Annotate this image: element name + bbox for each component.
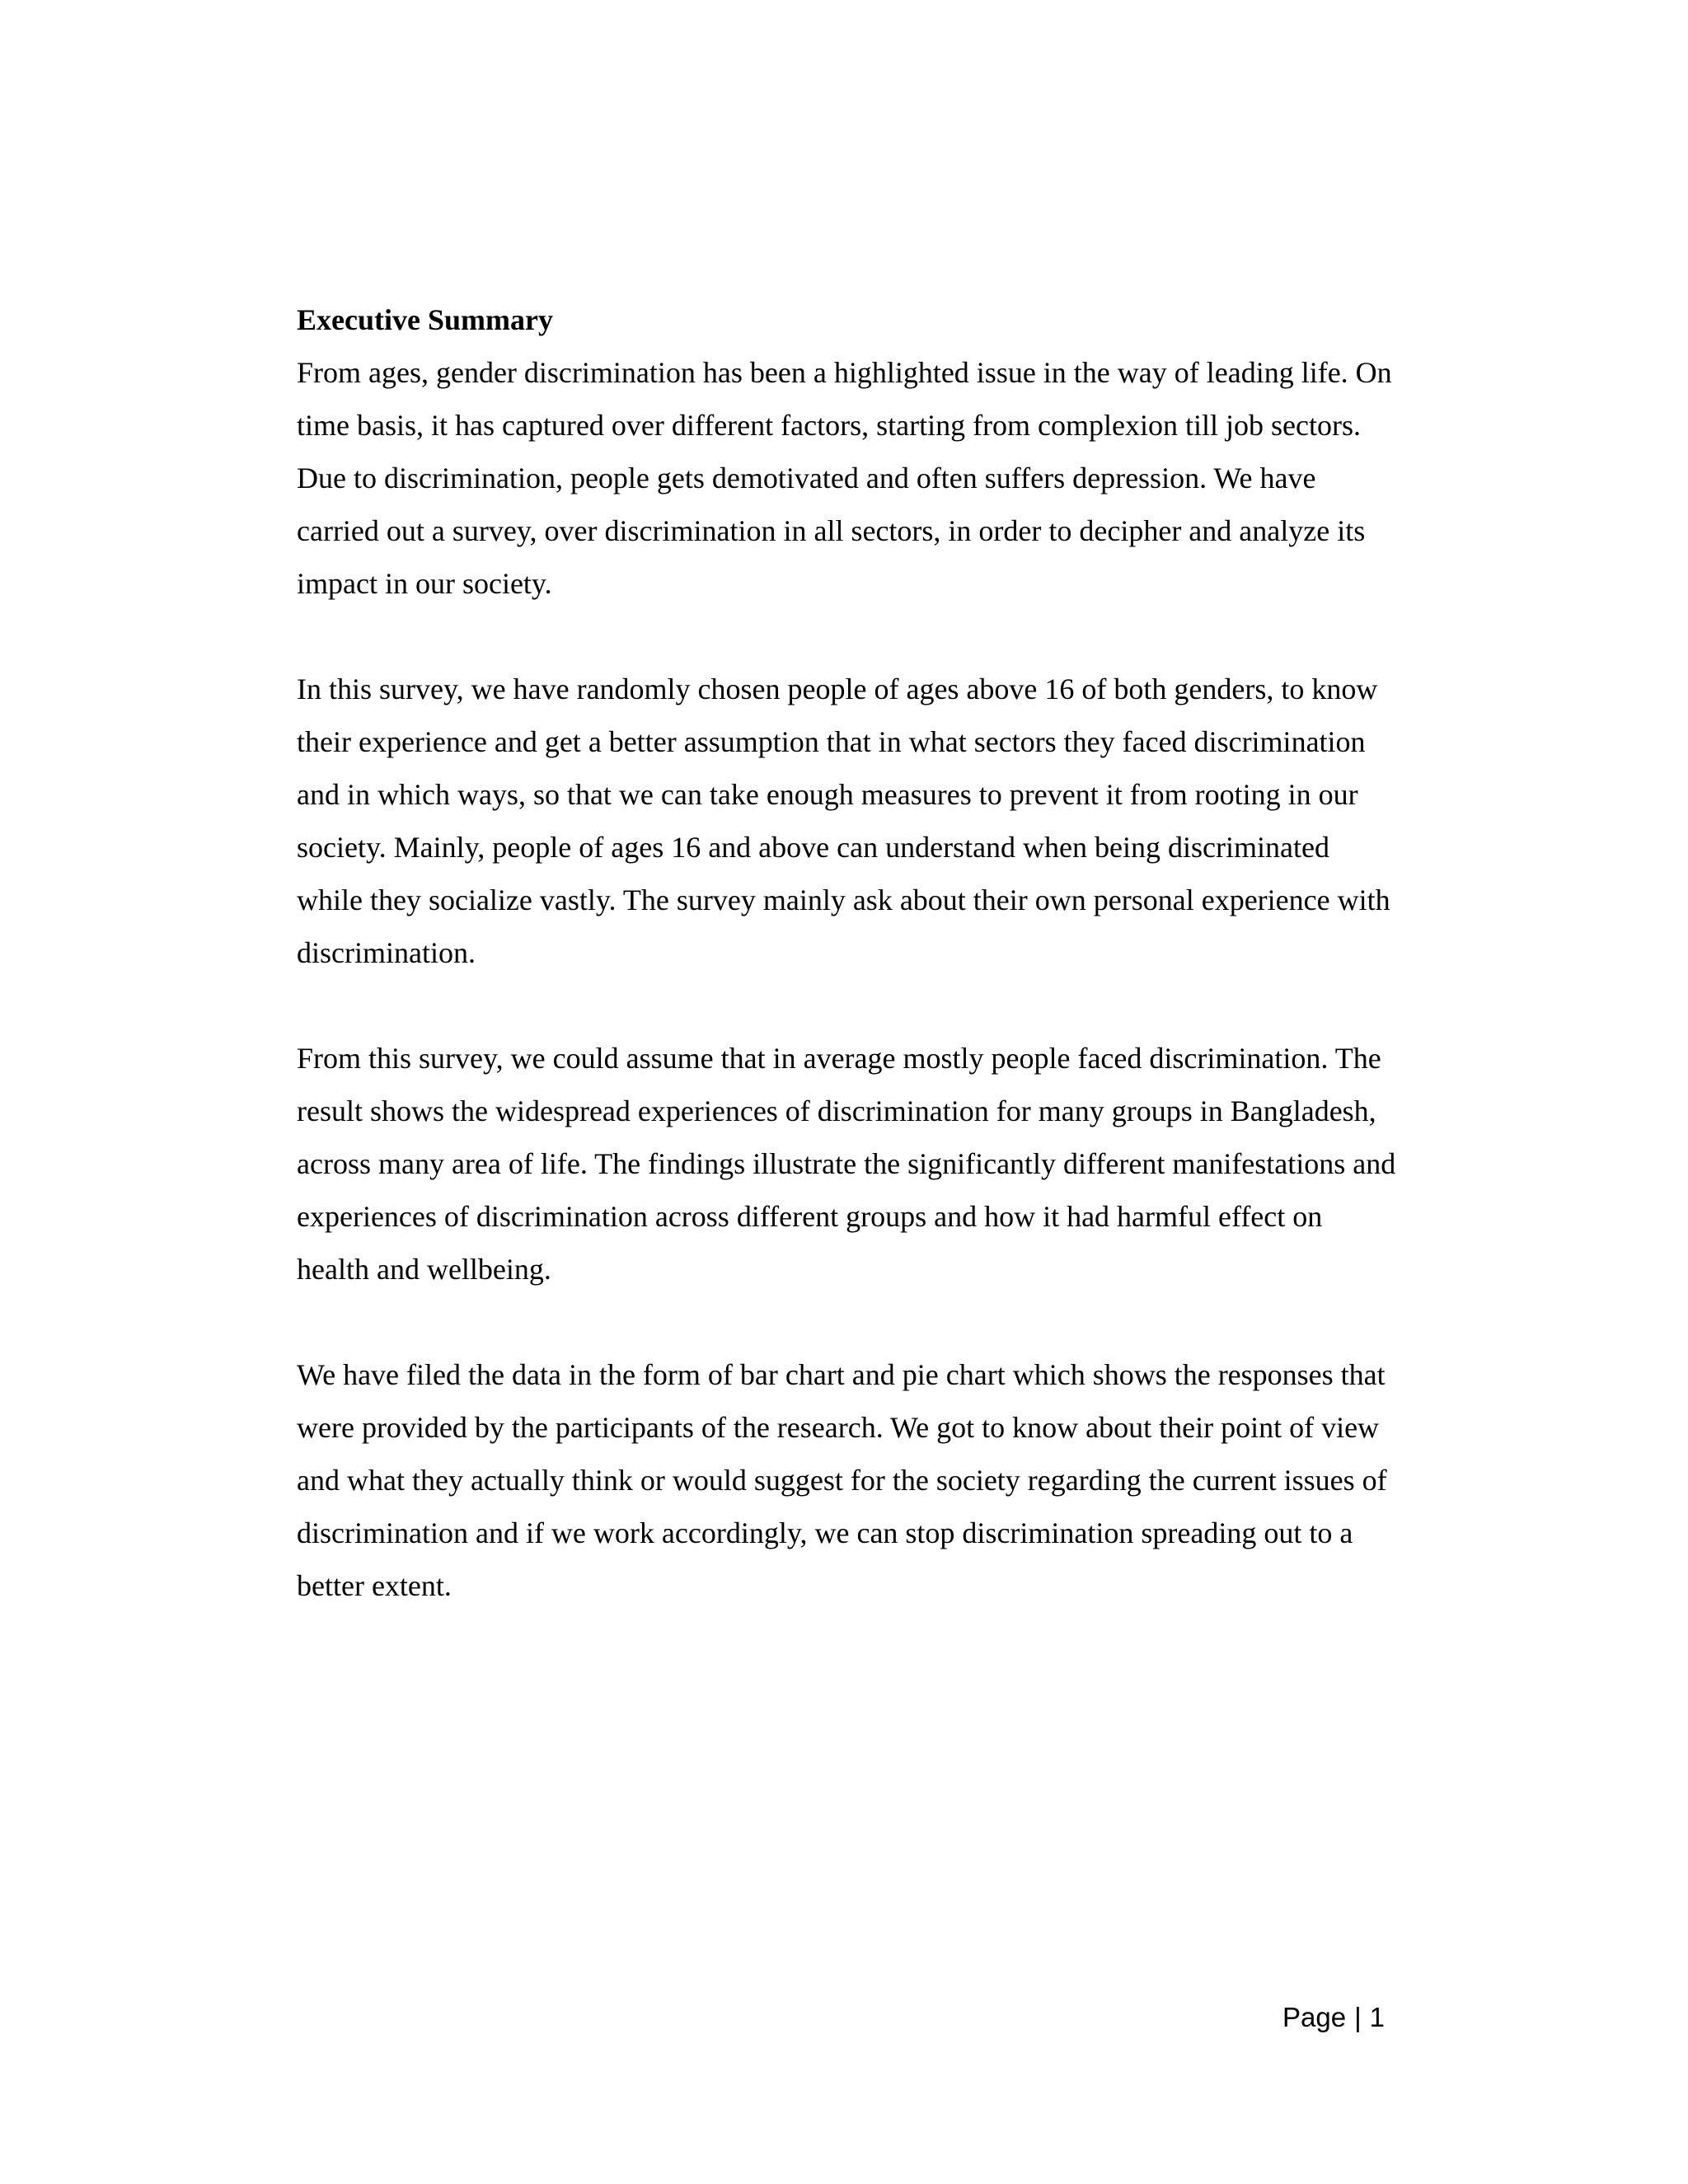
paragraph-1: From ages, gender discrimination has been a highlighted issue in the way of leading life. On time basis, it has captured over different factors, starting from complexion till job sectors. Due to discrimination, people gets demotivated and often suffers depression. We have carried out a survey, over discrimination in all sectors, in order to decipher and analyze its impact in our society.: [297, 356, 1392, 600]
paragraph-2: In this survey, we have randomly chosen people of ages above 16 of both genders, to know their experience and get a better assumption that in what sectors they faced discrimination and in which ways, so that we can take enough measures to prevent it from rooting in our society. Mainly, people of ages 16 and above can understand when being discriminated while they socialize vastly. The survey mainly ask about their own personal experience with discrimination.: [297, 673, 1390, 969]
paragraph-4: We have filed the data in the form of bar chart and pie chart which shows the responses that were provided by the participants of the research. We got to know about their point of view and what they actually think or would suggest for the society regarding the current issues of discrimination and if we work accordingly, we can stop discrimination spreading out to a better extent.: [297, 1358, 1387, 1602]
page-number: 1: [1369, 2002, 1385, 2032]
document-body: [297, 293, 1401, 1612]
section-heading: Executive Summary: [297, 303, 553, 336]
page-separator: |: [1354, 2002, 1362, 2032]
paragraph-3: From this survey, we could assume that in average mostly people faced discrimination. The result shows the widespread experiences of discrimination for many groups in Bangladesh, across many area of life. The findings illustrate the significantly different manifestations and experiences of discrimination across different groups and how it had harmful effect on health and wellbeing.: [297, 1042, 1396, 1286]
page-footer: [1282, 1999, 1385, 2036]
page-label: Page: [1282, 2002, 1347, 2032]
